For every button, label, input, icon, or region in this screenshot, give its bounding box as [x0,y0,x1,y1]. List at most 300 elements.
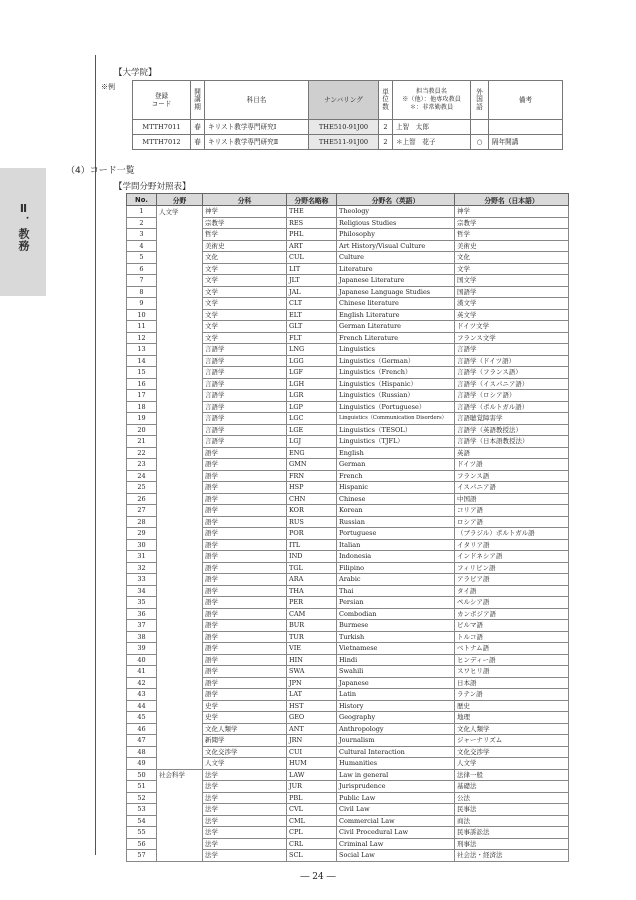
cell-field [157,539,203,551]
cell-japanese: 言語学 [455,344,569,356]
table-row [127,574,569,586]
cell-english: Chinese [337,493,455,505]
cell-english: Law in general [337,769,455,781]
cell-abbr: LGH [287,378,337,390]
cell-discipline: 文学 [203,263,287,275]
cell-no: 1 [127,206,157,218]
cell-japanese: 哲学 [455,229,569,241]
cell-english: Commercial Law [337,815,455,827]
cell-abbr: FLT [287,332,337,344]
cell-japanese: 神学 [455,206,569,218]
cell-no: 51 [127,781,157,793]
cell-discipline: 法学 [203,792,287,804]
cell-no: 47 [127,735,157,747]
cell-japanese: ベトナム語 [455,643,569,655]
table-row [127,597,569,609]
table-row [127,827,569,839]
col-abbr: 分野名略称 [287,194,337,206]
codes-heading: 【学問分野対照表】 [114,182,191,192]
cell-subject: キリスト教学専門研究Ⅱ [205,135,309,150]
cell-japanese: タイ語 [455,585,569,597]
cell-no: 18 [127,401,157,413]
cell-abbr: CML [287,815,337,827]
cell-field: 人文学 [157,206,203,218]
cell-english: Chinese literature [337,298,455,310]
cell-english: Russian [337,516,455,528]
table-row [127,447,569,459]
table-row [127,321,569,333]
cell-english: Linguistics（TJFL） [337,436,455,448]
table-row [127,424,569,436]
table-row [127,436,569,448]
cell-japanese: ドイツ語 [455,459,569,471]
cell-field [157,528,203,540]
section-title: （4）コード一覧 [66,166,135,176]
cell-english: Portuguese [337,528,455,540]
cell-field [157,827,203,839]
cell-numbering: THE510-91J00 [309,120,379,135]
cell-discipline: 法学 [203,838,287,850]
cell-japanese: （ブラジル）ポルトガル語 [455,528,569,540]
cell-discipline: 語学 [203,574,287,586]
cell-field [157,838,203,850]
cell-no: 37 [127,620,157,632]
cell-no: 7 [127,275,157,287]
graduate-heading: 【大学院】 [114,68,157,78]
cell-field [157,712,203,724]
cell-field [157,367,203,379]
cell-english: Korean [337,505,455,517]
cell-english: Linguistics（German） [337,355,455,367]
code-table [126,193,569,862]
cell-japanese: 民事法 [455,804,569,816]
cell-no: 50 [127,769,157,781]
cell-field [157,792,203,804]
table-row [127,378,569,390]
cell-no: 55 [127,827,157,839]
cell-discipline: 文化 [203,252,287,264]
code-header-row [127,194,569,206]
cell-no: 56 [127,838,157,850]
cell-abbr: CRL [287,838,337,850]
cell-no: 13 [127,344,157,356]
cell-discipline: 法学 [203,827,287,839]
cell-discipline: 言語学 [203,390,287,402]
cell-field [157,378,203,390]
cell-abbr: ITL [287,539,337,551]
cell-no: 3 [127,229,157,241]
cell-discipline: 言語学 [203,413,287,425]
cell-abbr: LGR [287,390,337,402]
cell-abbr: FRN [287,470,337,482]
cell-japanese: アラビア語 [455,574,569,586]
col-notes: 備考 [489,81,563,120]
cell-no: 52 [127,792,157,804]
cell-discipline: 言語学 [203,424,287,436]
cell-english: Swahili [337,666,455,678]
table-row [127,309,569,321]
cell-field [157,424,203,436]
chapter-side-tab [0,168,46,296]
cell-english: Hindi [337,654,455,666]
cell-japanese: 文化人類学 [455,723,569,735]
cell-field [157,781,203,793]
cell-english: Latin [337,689,455,701]
cell-abbr: LGP [287,401,337,413]
cell-english: Civil Law [337,804,455,816]
cell-field [157,240,203,252]
cell-discipline: 文化交渉学 [203,746,287,758]
cell-abbr: RES [287,217,337,229]
cell-japanese: 英文学 [455,309,569,321]
cell-discipline: 史学 [203,712,287,724]
cell-no: 39 [127,643,157,655]
cell-discipline: 語学 [203,551,287,563]
cell-field [157,309,203,321]
cell-discipline: 言語学 [203,367,287,379]
cell-japanese: 中国語 [455,493,569,505]
cell-english: History [337,700,455,712]
col-discipline: 分科 [203,194,287,206]
cell-japanese: ビルマ語 [455,620,569,632]
cell-no: 41 [127,666,157,678]
cell-discipline: 語学 [203,620,287,632]
cell-english: German Literature [337,321,455,333]
cell-abbr: LGG [287,355,337,367]
cell-abbr: CLT [287,298,337,310]
cell-code: MTTH7012 [133,135,191,150]
col-no: No. [127,194,157,206]
cell-english: Turkish [337,631,455,643]
table-row [127,298,569,310]
cell-abbr: PBL [287,792,337,804]
cell-english: Combodian [337,608,455,620]
cell-abbr: CUI [287,746,337,758]
cell-abbr: ENG [287,447,337,459]
cell-japanese: スワヒリ語 [455,666,569,678]
cell-field [157,436,203,448]
col-english: 分野名（英語） [337,194,455,206]
table-row [127,608,569,620]
cell-field [157,597,203,609]
cell-english: French [337,470,455,482]
cell-japanese: 民事訴訟法 [455,827,569,839]
cell-abbr: TUR [287,631,337,643]
cell-english: Art History/Visual Culture [337,240,455,252]
cell-field [157,355,203,367]
table-row [127,252,569,264]
cell-english: Japanese [337,677,455,689]
cell-field [157,815,203,827]
cell-field [157,700,203,712]
cell-discipline: 語学 [203,666,287,678]
cell-abbr: IND [287,551,337,563]
cell-discipline: 語学 [203,608,287,620]
cell-english: Cultural Interaction [337,746,455,758]
cell-japanese: 社会法・経済法 [455,850,569,862]
cell-field [157,332,203,344]
cell-english: Humanities [337,758,455,770]
cell-english: Persian [337,597,455,609]
cell-field [157,758,203,770]
cell-abbr: JAL [287,286,337,298]
cell-field [157,493,203,505]
cell-term: 春 [191,135,205,150]
cell-field [157,516,203,528]
cell-japanese: 言語学（イスパニア語） [455,378,569,390]
cell-discipline: 語学 [203,459,287,471]
cell-discipline: 文化人類学 [203,723,287,735]
table-row [127,758,569,770]
cell-abbr: THA [287,585,337,597]
cell-abbr: LIT [287,263,337,275]
cell-field [157,620,203,632]
cell-japanese: 法律一般 [455,769,569,781]
cell-no: 15 [127,367,157,379]
table-row [133,135,563,150]
cell-abbr: CPL [287,827,337,839]
cell-discipline: 語学 [203,482,287,494]
cell-japanese: フランス語 [455,470,569,482]
table-row [127,275,569,287]
table-row [127,551,569,563]
cell-discipline: 法学 [203,769,287,781]
cell-abbr: LGC [287,413,337,425]
cell-discipline: 人文学 [203,758,287,770]
cell-notes [489,120,563,135]
cell-notes: 隔年開講 [489,135,563,150]
table-row [127,746,569,758]
col-teacher: 担当教員名 ※（他）：他専攻教員 ＊：非常勤教員 [393,81,471,120]
cell-field [157,459,203,471]
cell-abbr: GMN [287,459,337,471]
table-row [127,804,569,816]
table-row [127,367,569,379]
col-term: 開 講 期 [191,81,205,120]
cell-abbr: JPN [287,677,337,689]
cell-japanese: ラテン語 [455,689,569,701]
table-row [127,620,569,632]
cell-no: 46 [127,723,157,735]
cell-no: 26 [127,493,157,505]
cell-japanese: 言語学（英語教授法） [455,424,569,436]
cell-field [157,689,203,701]
cell-abbr: HST [287,700,337,712]
code-table-body [127,206,569,862]
cell-discipline: 語学 [203,597,287,609]
cell-japanese: ペルシア語 [455,597,569,609]
cell-japanese: ヒンディー語 [455,654,569,666]
cell-japanese: インドネシア語 [455,551,569,563]
cell-japanese: 文化交渉学 [455,746,569,758]
cell-discipline: 哲学 [203,229,287,241]
chapter-label: Ⅱ．教務 [17,202,30,252]
cell-no: 20 [127,424,157,436]
cell-japanese: 公法 [455,792,569,804]
cell-field [157,298,203,310]
cell-japanese: 言語聴覚障害学 [455,413,569,425]
cell-no: 31 [127,551,157,563]
table-row [127,643,569,655]
cell-no: 33 [127,574,157,586]
cell-english: Thai [337,585,455,597]
cell-field [157,217,203,229]
cell-english: Linguistics（Communication Disorders） [337,413,455,425]
cell-field [157,263,203,275]
cell-english: Filipino [337,562,455,574]
col-numbering: ナンバリング [309,81,379,120]
cell-abbr: TGL [287,562,337,574]
cell-english: Linguistics（Russian） [337,390,455,402]
cell-no: 5 [127,252,157,264]
cell-japanese: コリア語 [455,505,569,517]
table-row [127,355,569,367]
cell-abbr: JLT [287,275,337,287]
cell-english: Japanese Language Studies [337,286,455,298]
cell-field [157,321,203,333]
cell-japanese: 商法 [455,815,569,827]
cell-numbering: THE511-91J00 [309,135,379,150]
cell-no: 48 [127,746,157,758]
cell-japanese: イスパニア語 [455,482,569,494]
cell-abbr: SWA [287,666,337,678]
cell-japanese: フランス文学 [455,332,569,344]
cell-no: 21 [127,436,157,448]
cell-discipline: 語学 [203,562,287,574]
cell-field [157,447,203,459]
cell-discipline: 新聞学 [203,735,287,747]
cell-japanese: 地理 [455,712,569,724]
cell-field [157,275,203,287]
cell-english: Journalism [337,735,455,747]
cell-abbr: ARA [287,574,337,586]
cell-credits: 2 [379,135,393,150]
cell-discipline: 語学 [203,585,287,597]
cell-discipline: 文学 [203,275,287,287]
cell-no: 2 [127,217,157,229]
cell-field [157,229,203,241]
cell-english: Geography [337,712,455,724]
table-row [127,585,569,597]
table-row [127,390,569,402]
cell-discipline: 言語学 [203,355,287,367]
cell-english: Linguistics（French） [337,367,455,379]
table-row [127,493,569,505]
cell-field [157,735,203,747]
table-row [127,539,569,551]
cell-term: 春 [191,120,205,135]
cell-abbr: GLT [287,321,337,333]
cell-japanese: 漢文学 [455,298,569,310]
cell-discipline: 語学 [203,447,287,459]
page-number: ― 24 ― [300,872,336,882]
cell-japanese: 国語学 [455,286,569,298]
cell-discipline: 語学 [203,643,287,655]
table-row [127,631,569,643]
cell-field [157,413,203,425]
cell-japanese: 基礎法 [455,781,569,793]
cell-no: 17 [127,390,157,402]
cell-abbr: LGE [287,424,337,436]
table-row [127,654,569,666]
cell-japanese: 言語学（ポルトガル語） [455,401,569,413]
table-row [127,516,569,528]
table-row [127,666,569,678]
cell-japanese: 人文学 [455,758,569,770]
cell-no: 22 [127,447,157,459]
table-row [127,712,569,724]
cell-field [157,286,203,298]
cell-abbr: ELT [287,309,337,321]
cell-english: Criminal Law [337,838,455,850]
cell-field [157,562,203,574]
cell-english: Linguistics（Hispanic） [337,378,455,390]
cell-english: Philosophy [337,229,455,241]
cell-japanese: 英語 [455,447,569,459]
table-row [127,781,569,793]
cell-field [157,804,203,816]
cell-discipline: 文学 [203,332,287,344]
cell-no: 14 [127,355,157,367]
table-row [127,700,569,712]
cell-field [157,551,203,563]
cell-discipline: 語学 [203,677,287,689]
table-row [127,206,569,218]
cell-discipline: 美術史 [203,240,287,252]
cell-japanese: 言語学（フランス語） [455,367,569,379]
cell-discipline: 文学 [203,321,287,333]
cell-english: Hispanic [337,482,455,494]
cell-english: English [337,447,455,459]
cell-japanese: 言語学（ロシア語） [455,390,569,402]
cell-field [157,631,203,643]
table-row [127,769,569,781]
cell-no: 12 [127,332,157,344]
cell-english: Civil Procedural Law [337,827,455,839]
cell-japanese: 美術史 [455,240,569,252]
cell-field [157,470,203,482]
cell-discipline: 文学 [203,286,287,298]
cell-no: 44 [127,700,157,712]
cell-abbr: JRN [287,735,337,747]
cell-field [157,574,203,586]
cell-abbr: SCL [287,850,337,862]
cell-english: Culture [337,252,455,264]
cell-abbr: GEO [287,712,337,724]
cell-discipline: 言語学 [203,401,287,413]
table-row [127,735,569,747]
cell-abbr: BUR [287,620,337,632]
cell-japanese: 言語学（ドイツ語） [455,355,569,367]
table-row [127,562,569,574]
cell-japanese: 文学 [455,263,569,275]
cell-no: 10 [127,309,157,321]
cell-english: Anthropology [337,723,455,735]
cell-field [157,482,203,494]
cell-japanese: 国文学 [455,275,569,287]
cell-abbr: LGF [287,367,337,379]
cell-english: Italian [337,539,455,551]
cell-no: 38 [127,631,157,643]
table-row [127,792,569,804]
cell-japanese: フィリピン語 [455,562,569,574]
table-row [127,689,569,701]
cell-no: 23 [127,459,157,471]
cell-abbr: CHN [287,493,337,505]
cell-field [157,505,203,517]
cell-discipline: 法学 [203,815,287,827]
cell-field [157,608,203,620]
